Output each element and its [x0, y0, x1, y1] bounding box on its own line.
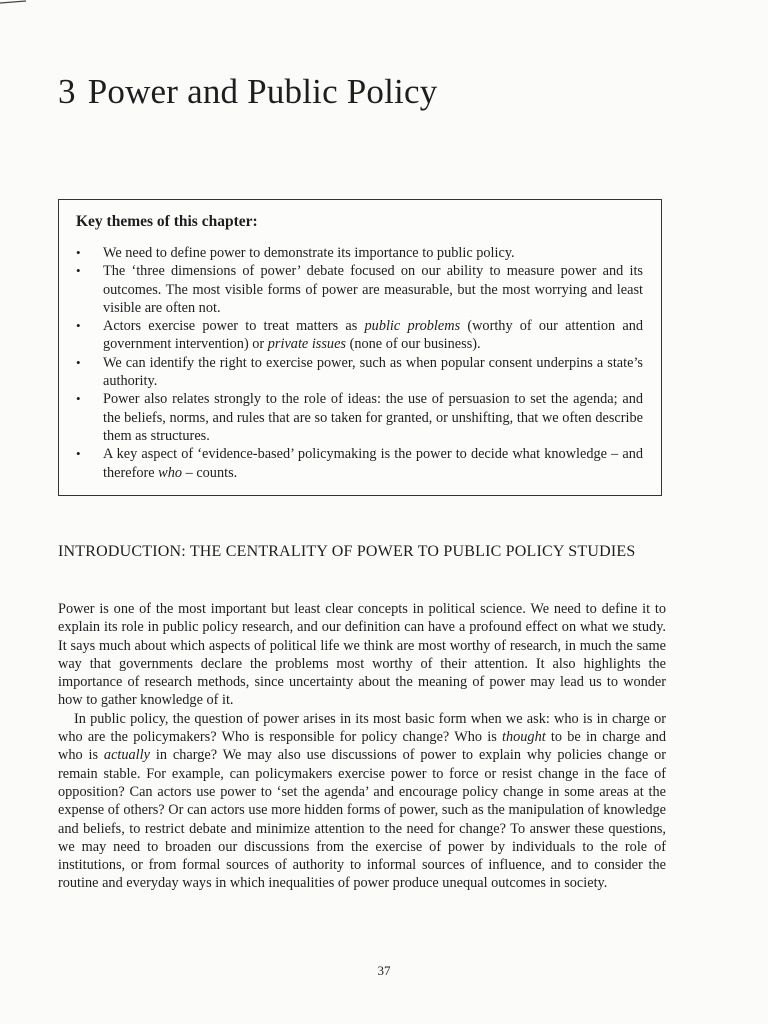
- key-theme-text: We can identify the right to exercise power, such as when popular consent underpins a state’s authority.: [103, 354, 643, 390]
- key-theme-text: We need to define power to demonstrate its importance to public policy.: [103, 245, 515, 261]
- chapter-number: 3: [58, 72, 76, 111]
- key-theme-item: [76, 317, 643, 354]
- italic-emphasis: thought: [502, 729, 546, 746]
- bullet-icon: •: [76, 446, 81, 462]
- key-theme-text: Power also relates strongly to the role of ideas: the use of persuasion to set the agenda; and the beliefs, norms, and rules that are so taken for granted, or unshifting, that we often describe them as structures.: [103, 391, 643, 444]
- key-theme-text: A key aspect of ‘evidence-based’ policymaking is the power to decide what knowledge – and therefore who – counts.: [103, 446, 643, 481]
- chapter-title: [58, 72, 437, 112]
- scan-edge-mark: [0, 0, 28, 4]
- key-theme-text: Actors exercise power to treat matters as public problems (worthy of our attention and government intervention) or private issues (none of our business).: [103, 318, 643, 353]
- italic-emphasis: who: [158, 464, 183, 481]
- key-theme-item: [76, 390, 643, 445]
- bullet-icon: •: [76, 391, 81, 407]
- key-themes-box: [58, 199, 662, 496]
- bullet-icon: •: [76, 263, 81, 279]
- bullet-icon: •: [76, 354, 81, 370]
- key-themes-title: Key themes of this chapter:: [76, 213, 258, 230]
- introduction-heading: INTRODUCTION: THE CENTRALITY OF POWER TO PUBLIC POLICY STUDIES: [58, 543, 636, 560]
- italic-emphasis: public problems: [364, 318, 461, 335]
- page-number: 37: [377, 963, 391, 978]
- key-themes-list: [76, 244, 643, 482]
- italic-emphasis: actually: [103, 747, 150, 764]
- introduction-body: [58, 600, 666, 893]
- italic-emphasis: private issues: [267, 336, 346, 353]
- key-theme-item: [76, 262, 643, 317]
- bullet-icon: •: [76, 245, 81, 260]
- key-theme-item: [76, 445, 643, 482]
- bullet-icon: •: [76, 318, 81, 334]
- body-paragraph: Power is one of the most important but least clear concepts in political science. We need to define it to explain its role in public policy research, and our definition can have a profound effect on what we study. It says much about which aspects of political life we think are most worthy of research, in much the same way that governments declare the problems most worthy of their attention. It also highlights the importance of research methods, since uncertainty about the meaning of power may lead us to wonder how to gather knowledge of it.: [58, 601, 666, 709]
- key-theme-text: The ‘three dimensions of power’ debate focused on our ability to measure power and its outcomes. The most visible forms of power are measurable, but the most worrying and least visible are often not.: [103, 263, 643, 316]
- chapter-title-text: Power and Public Policy: [87, 72, 438, 111]
- body-paragraph: In public policy, the question of power arises in its most basic form when we ask: who is in charge or who are the policymakers? Who is responsible for policy change? Who is thought to be in charge and who is actually in charge? We may also use discussions of power to explain why policies change or remain stable. For example, can policymakers exercise power to force or resist change in the face of opposition? Can actors use power to ‘set the agenda’ and encourage policy change in some areas at the expense of others? Or can actors use more hidden forms of power, such as the manipulation of knowledge and beliefs, to restrict debate and minimize attention to the need for change? To answer these questions, we may need to broaden our discussions from the exercise of power by individuals to the role of institutions, or from formal sources of authority to informal sources of influence, and to consider the routine and everyday ways in which inequalities of power produce unequal outcomes in society.: [58, 710, 667, 892]
- key-theme-item: [76, 354, 643, 391]
- key-theme-item: [76, 244, 643, 262]
